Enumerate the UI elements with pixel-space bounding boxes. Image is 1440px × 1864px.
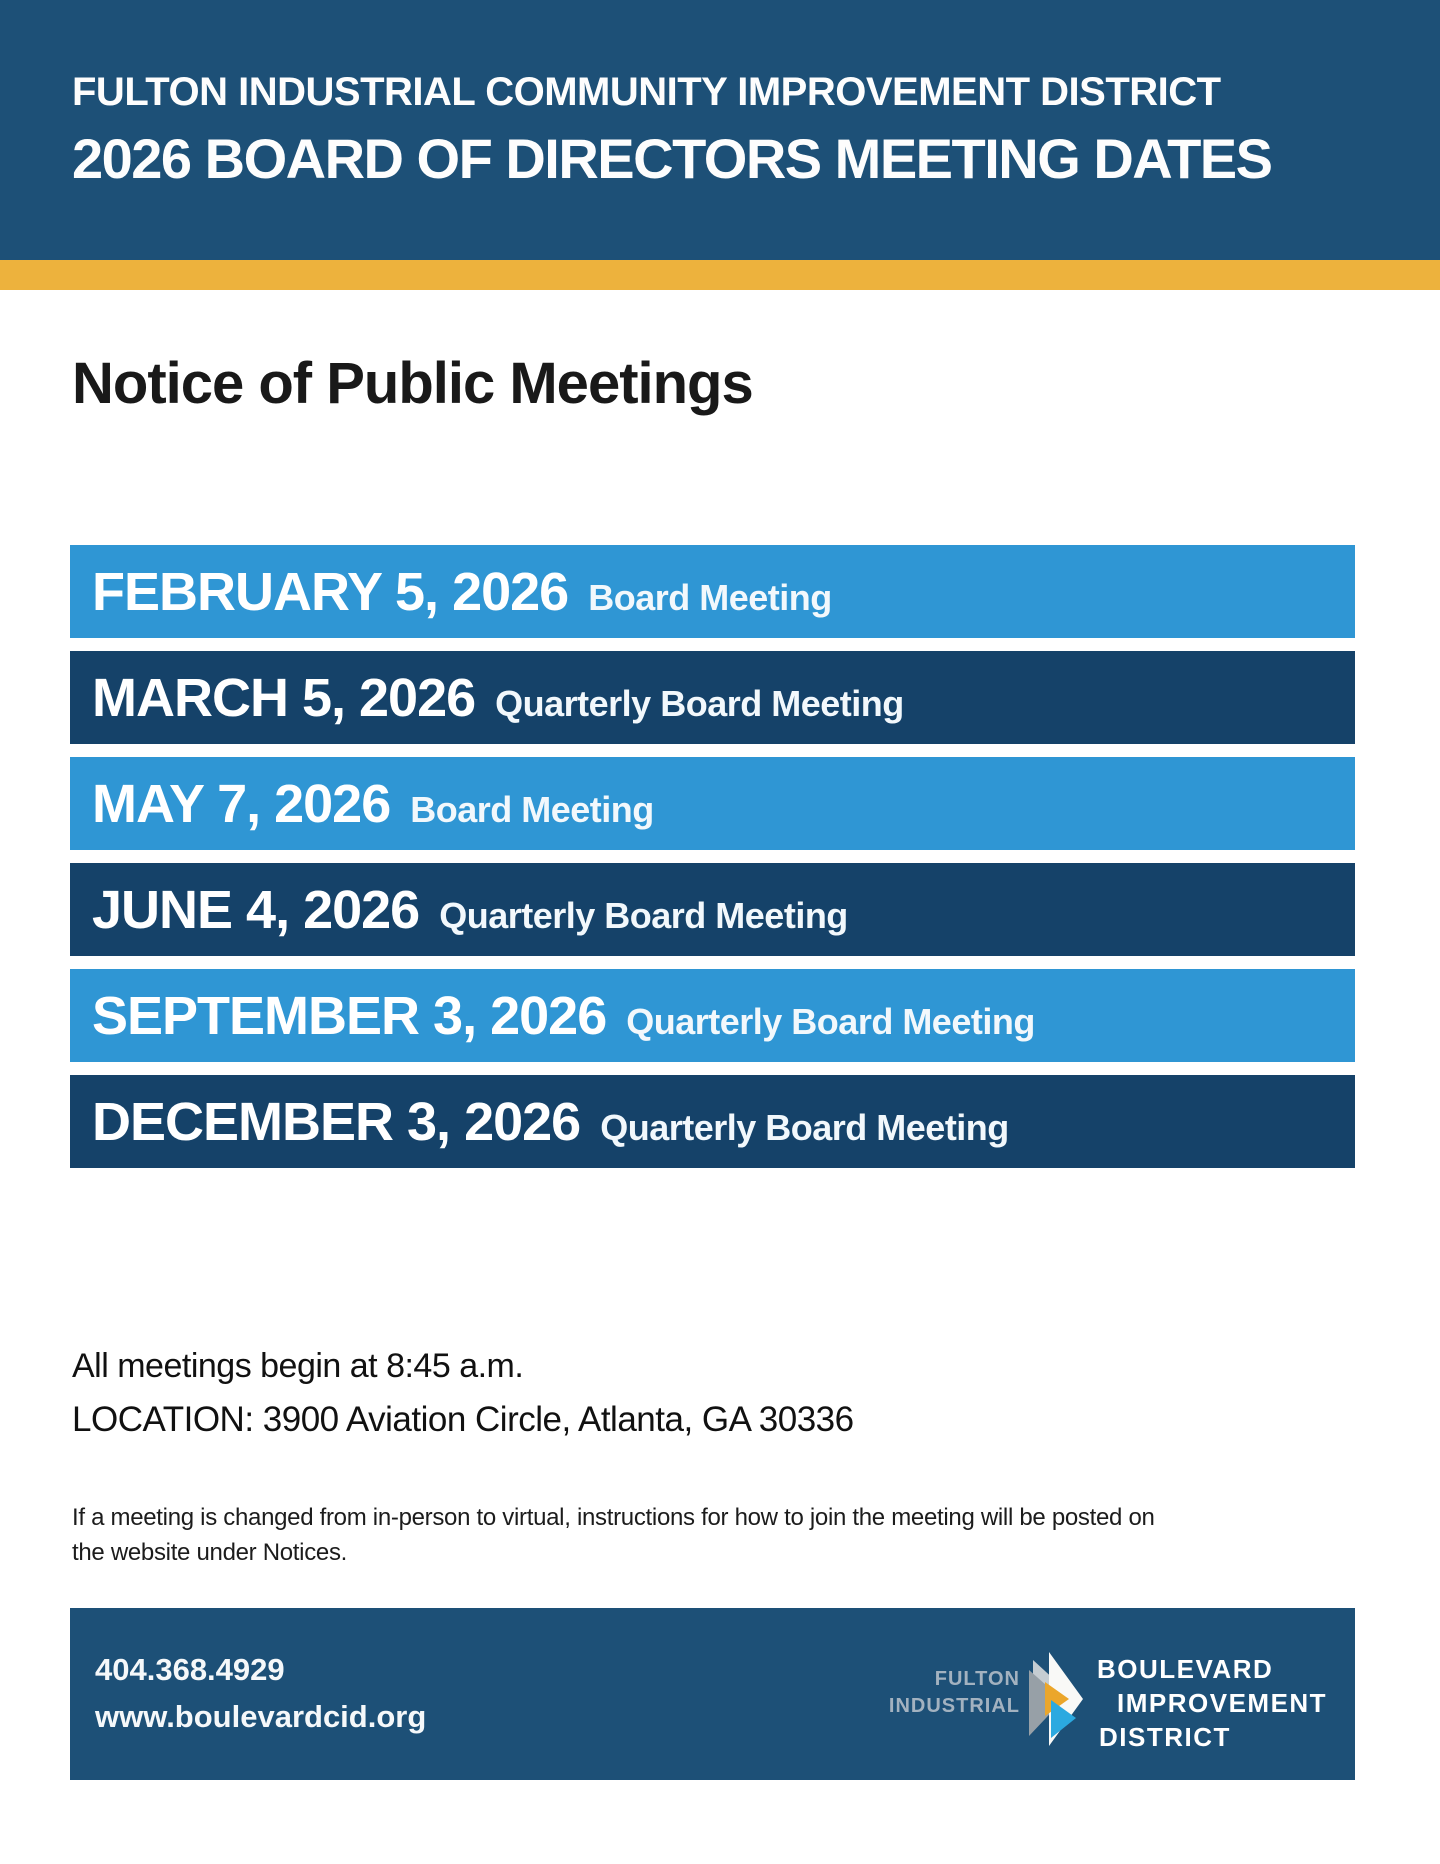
meeting-row xyxy=(70,863,1355,956)
boulevard-cid-logo-icon xyxy=(1025,1650,1087,1748)
meeting-row xyxy=(70,1075,1355,1168)
fulton-wordmark-line1: FULTON xyxy=(934,1668,1020,1690)
footer-phone: 404.368.4929 xyxy=(95,1652,285,1687)
org-name: FULTON INDUSTRIAL COMMUNITY IMPROVEMENT DISTRICT xyxy=(72,70,1221,114)
virtual-note xyxy=(72,1500,1155,1570)
meeting-row-content xyxy=(92,773,654,835)
boulevard-wordmark-line2: IMPROVEMENT xyxy=(1117,1688,1328,1718)
meeting-type: Board Meeting xyxy=(588,576,832,618)
virtual-note-line1: If a meeting is changed from in-person to virtual, instructions for how to join the meeting will be posted on xyxy=(72,1504,1155,1531)
boulevard-wordmark-line1: BOULEVARD xyxy=(1097,1654,1274,1684)
location-note: LOCATION: 3900 Aviation Circle, Atlanta, GA 30336 xyxy=(72,1400,854,1439)
meeting-date: DECEMBER 3, 2026 xyxy=(92,1091,581,1152)
footer-banner xyxy=(70,1608,1355,1780)
meeting-type: Quarterly Board Meeting xyxy=(439,894,848,936)
meeting-row-content xyxy=(92,561,832,623)
meetings-list xyxy=(70,545,1355,1181)
meeting-row-content xyxy=(92,879,848,941)
meeting-type: Board Meeting xyxy=(410,788,654,830)
boulevard-wordmark xyxy=(1097,1652,1327,1754)
meeting-row xyxy=(70,757,1355,850)
meeting-row xyxy=(70,651,1355,744)
meeting-row xyxy=(70,545,1355,638)
meeting-row-content xyxy=(92,1091,1009,1153)
page-title: Notice of Public Meetings xyxy=(72,351,753,416)
meeting-type: Quarterly Board Meeting xyxy=(600,1106,1009,1148)
meeting-date: SEPTEMBER 3, 2026 xyxy=(92,985,607,1046)
meeting-date: FEBRUARY 5, 2026 xyxy=(92,561,569,622)
meeting-type: Quarterly Board Meeting xyxy=(626,1000,1035,1042)
footer-website: www.boulevardcid.org xyxy=(95,1699,427,1734)
fulton-industrial-wordmark xyxy=(889,1666,1020,1720)
meeting-row-content xyxy=(92,985,1035,1047)
meeting-row-content xyxy=(92,667,904,729)
fulton-wordmark-line2: INDUSTRIAL xyxy=(888,1695,1020,1717)
meeting-row xyxy=(70,969,1355,1062)
time-note: All meetings begin at 8:45 a.m. xyxy=(72,1347,524,1385)
doc-title: 2026 BOARD OF DIRECTORS MEETING DATES xyxy=(72,127,1272,190)
meeting-date: MARCH 5, 2026 xyxy=(92,667,476,728)
header-banner xyxy=(0,0,1440,260)
boulevard-wordmark-line3: DISTRICT xyxy=(1099,1722,1231,1752)
virtual-note-line2: the website under Notices. xyxy=(72,1539,348,1566)
meeting-date: JUNE 4, 2026 xyxy=(92,879,420,940)
meeting-date: MAY 7, 2026 xyxy=(92,773,391,834)
meeting-type: Quarterly Board Meeting xyxy=(495,682,904,724)
footer-contact xyxy=(95,1646,426,1740)
gold-stripe-divider xyxy=(0,260,1440,290)
